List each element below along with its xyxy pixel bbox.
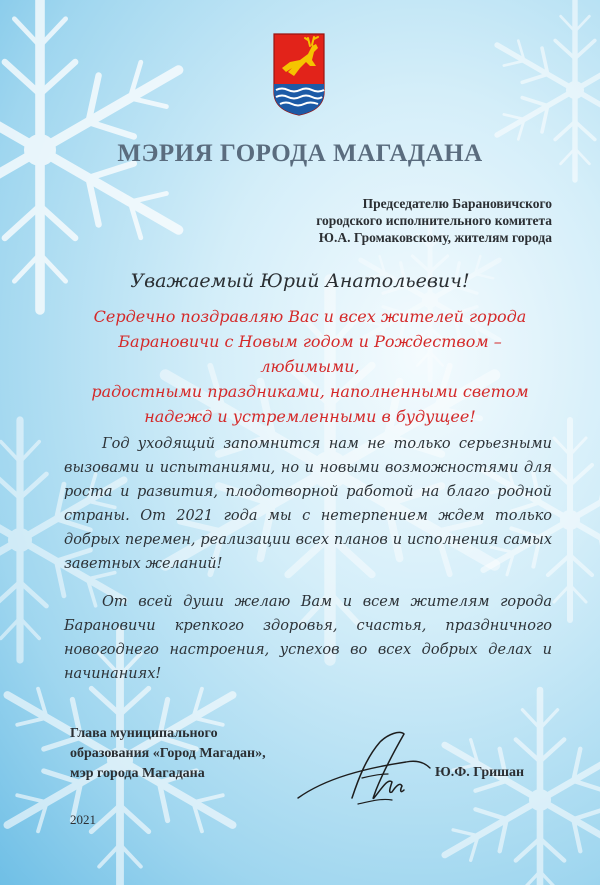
letter-year: 2021 — [70, 812, 96, 827]
addressee-line: Председателю Барановичского — [362, 196, 552, 211]
congratulation-line: Сердечно поздравляю Вас и всех жителей города — [93, 307, 527, 326]
congratulation-block — [70, 304, 550, 429]
congratulation-line: надежд и устремленными в будущее! — [144, 407, 476, 426]
signatory-name: Ю.Ф. Гришан — [435, 765, 525, 780]
congratulation-line: Барановичи с Новым годом и Рождеством – любимыми, — [118, 332, 502, 376]
handwritten-signature — [296, 728, 432, 808]
congratulation-line: радостными праздниками, наполненными светом — [91, 382, 529, 401]
signatory-title-line: мэр города Магадана — [70, 766, 205, 781]
signatory-title-line: Глава муниципального — [70, 726, 218, 741]
signatory-title-line: образования «Город Магадан», — [70, 746, 266, 761]
greeting: Уважаемый Юрий Анатольевич! — [130, 270, 470, 292]
addressee-block — [212, 195, 552, 246]
addressee-line: Ю.А. Громаковскому, жителям города — [318, 230, 552, 245]
addressee-line: городского исполнительного комитета — [316, 213, 552, 228]
body-paragraph-1: Год уходящий запомнится нам не только серьезными вызовами и испытаниями, но и новыми возможностями для роста и развития, плодотворной работой на благо родной страны. От 2021 года мы с нетерпением ждем только добрых перемен, реализации всех планов и исполнения самых заветных желаний! — [64, 436, 552, 572]
organization-title: МЭРИЯ ГОРОДА МАГАДАНА — [117, 140, 483, 167]
magadan-coat-of-arms — [272, 32, 326, 116]
body-paragraph-2: От всей души желаю Вам и всем жителям города Барановичи крепкого здоровья, счастья, праздничного новогоднего настроения, успехов во всех добрых делах и начинаниях! — [64, 594, 552, 682]
